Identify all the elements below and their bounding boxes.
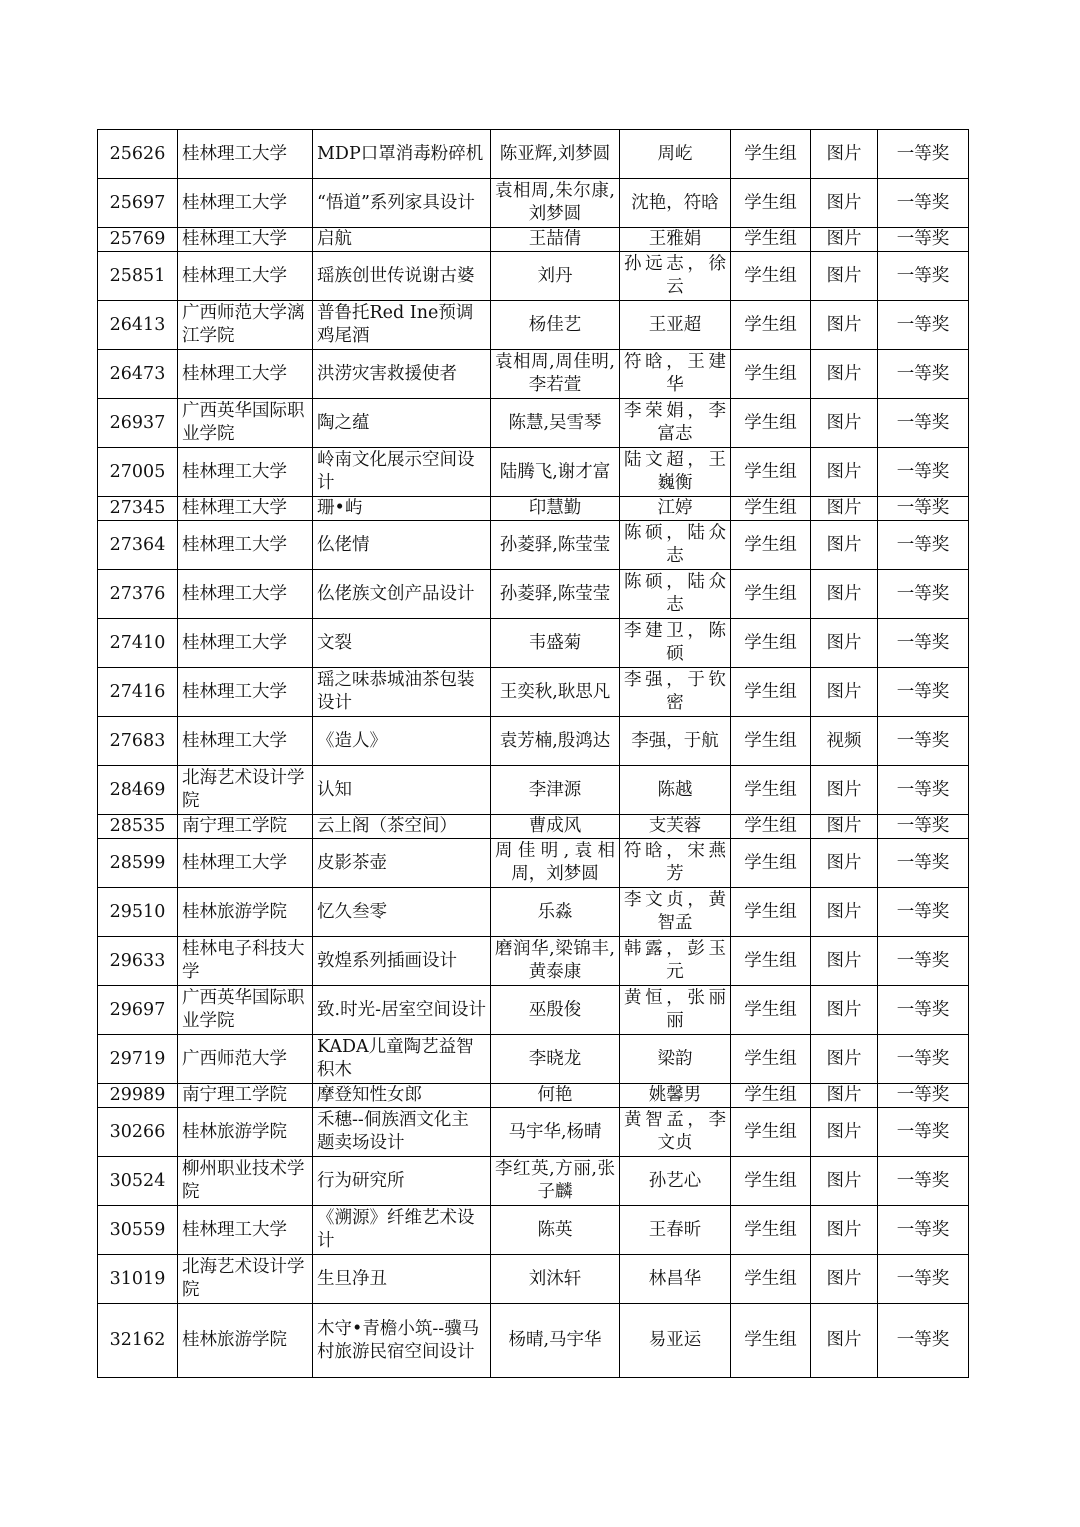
table-row xyxy=(98,839,969,888)
award-level-cell: 一等奖 xyxy=(878,497,969,521)
entry-id-cell: 26413 xyxy=(98,301,178,350)
entry-id-cell: 29989 xyxy=(98,1084,178,1108)
advisors-cell: 姚馨男 xyxy=(620,1084,731,1108)
table-body xyxy=(98,130,969,1378)
school-name-cell: 桂林理工大学 xyxy=(178,668,313,717)
entry-id-cell: 29697 xyxy=(98,986,178,1035)
school-name-cell: 南宁理工学院 xyxy=(178,1084,313,1108)
school-name-cell: 桂林理工大学 xyxy=(178,619,313,668)
authors-cell: 刘丹 xyxy=(491,252,620,301)
work-type-cell: 图片 xyxy=(811,497,878,521)
advisors-cell: 李文贞，黄智孟 xyxy=(620,888,731,937)
award-level-cell: 一等奖 xyxy=(878,888,969,937)
school-name-cell: 桂林旅游学院 xyxy=(178,888,313,937)
group-cell: 学生组 xyxy=(731,937,811,986)
authors-cell: 陈慧,吴雪琴 xyxy=(491,399,620,448)
work-type-cell: 图片 xyxy=(811,1206,878,1255)
work-title-cell: 岭南文化展示空间设计 xyxy=(313,448,491,497)
advisors-cell: 王雅娟 xyxy=(620,228,731,252)
entry-id-cell: 27376 xyxy=(98,570,178,619)
award-level-cell: 一等奖 xyxy=(878,228,969,252)
table-row xyxy=(98,130,969,179)
authors-cell: 印慧勤 xyxy=(491,497,620,521)
group-cell: 学生组 xyxy=(731,179,811,228)
table-row xyxy=(98,497,969,521)
work-type-cell: 图片 xyxy=(811,252,878,301)
advisors-cell: 陈越 xyxy=(620,766,731,815)
table-row xyxy=(98,1157,969,1206)
work-title-cell: 云上阁（茶空间） xyxy=(313,815,491,839)
group-cell: 学生组 xyxy=(731,1157,811,1206)
authors-cell: 王喆倩 xyxy=(491,228,620,252)
work-type-cell: 图片 xyxy=(811,668,878,717)
group-cell: 学生组 xyxy=(731,668,811,717)
table-row xyxy=(98,350,969,399)
advisors-cell: 孙远志，徐云 xyxy=(620,252,731,301)
school-name-cell: 柳州职业技术学院 xyxy=(178,1157,313,1206)
advisors-cell: 符晗，王建华 xyxy=(620,350,731,399)
advisors-cell: 王春昕 xyxy=(620,1206,731,1255)
school-name-cell: 广西英华国际职业学院 xyxy=(178,399,313,448)
authors-cell: 袁相周,朱尔康,刘梦圆 xyxy=(491,179,620,228)
school-name-cell: 桂林理工大学 xyxy=(178,570,313,619)
authors-cell: 陆腾飞,谢才富 xyxy=(491,448,620,497)
table-row xyxy=(98,668,969,717)
work-title-cell: 木守•青檐小筑--骥马村旅游民宿空间设计 xyxy=(313,1304,491,1378)
authors-cell: 何艳 xyxy=(491,1084,620,1108)
entry-id-cell: 32162 xyxy=(98,1304,178,1378)
authors-cell: 孙菱驿,陈莹莹 xyxy=(491,521,620,570)
advisors-cell: 周屹 xyxy=(620,130,731,179)
table-row xyxy=(98,179,969,228)
table-row xyxy=(98,937,969,986)
work-type-cell: 图片 xyxy=(811,521,878,570)
award-level-cell: 一等奖 xyxy=(878,937,969,986)
work-type-cell: 图片 xyxy=(811,766,878,815)
school-name-cell: 桂林电子科技大学 xyxy=(178,937,313,986)
award-level-cell: 一等奖 xyxy=(878,179,969,228)
advisors-cell: 韩露，彭玉元 xyxy=(620,937,731,986)
award-level-cell: 一等奖 xyxy=(878,619,969,668)
school-name-cell: 广西师范大学 xyxy=(178,1035,313,1084)
work-type-cell: 图片 xyxy=(811,1157,878,1206)
work-title-cell: 珊•屿 xyxy=(313,497,491,521)
work-type-cell: 图片 xyxy=(811,1304,878,1378)
work-title-cell: 启航 xyxy=(313,228,491,252)
work-title-cell: 敦煌系列插画设计 xyxy=(313,937,491,986)
authors-cell: 韦盛菊 xyxy=(491,619,620,668)
work-type-cell: 图片 xyxy=(811,350,878,399)
advisors-cell: 梁韵 xyxy=(620,1035,731,1084)
table-row xyxy=(98,1304,969,1378)
work-title-cell: 认知 xyxy=(313,766,491,815)
authors-cell: 杨晴,马宇华 xyxy=(491,1304,620,1378)
advisors-cell: 黄恒，张丽丽 xyxy=(620,986,731,1035)
group-cell: 学生组 xyxy=(731,766,811,815)
work-title-cell: 禾穗--侗族酒文化主题卖场设计 xyxy=(313,1108,491,1157)
group-cell: 学生组 xyxy=(731,1084,811,1108)
authors-cell: 曹成风 xyxy=(491,815,620,839)
advisors-cell: 李强，于钦密 xyxy=(620,668,731,717)
work-type-cell: 视频 xyxy=(811,717,878,766)
school-name-cell: 广西师范大学漓江学院 xyxy=(178,301,313,350)
work-type-cell: 图片 xyxy=(811,815,878,839)
work-type-cell: 图片 xyxy=(811,179,878,228)
group-cell: 学生组 xyxy=(731,521,811,570)
table-row xyxy=(98,448,969,497)
advisors-cell: 李强，于航 xyxy=(620,717,731,766)
authors-cell: 袁相周,周佳明,李若萱 xyxy=(491,350,620,399)
table-row xyxy=(98,570,969,619)
award-table xyxy=(97,129,969,1378)
school-name-cell: 南宁理工学院 xyxy=(178,815,313,839)
work-type-cell: 图片 xyxy=(811,1108,878,1157)
award-level-cell: 一等奖 xyxy=(878,839,969,888)
award-level-cell: 一等奖 xyxy=(878,521,969,570)
school-name-cell: 桂林理工大学 xyxy=(178,130,313,179)
entry-id-cell: 26937 xyxy=(98,399,178,448)
entry-id-cell: 29719 xyxy=(98,1035,178,1084)
award-level-cell: 一等奖 xyxy=(878,350,969,399)
group-cell: 学生组 xyxy=(731,986,811,1035)
entry-id-cell: 27416 xyxy=(98,668,178,717)
table-row xyxy=(98,766,969,815)
advisors-cell: 黄智孟，李文贞 xyxy=(620,1108,731,1157)
group-cell: 学生组 xyxy=(731,1304,811,1378)
award-level-cell: 一等奖 xyxy=(878,252,969,301)
advisors-cell: 沈艳，符晗 xyxy=(620,179,731,228)
entry-id-cell: 25769 xyxy=(98,228,178,252)
authors-cell: 刘沐轩 xyxy=(491,1255,620,1304)
award-level-cell: 一等奖 xyxy=(878,668,969,717)
entry-id-cell: 27345 xyxy=(98,497,178,521)
table-row xyxy=(98,301,969,350)
school-name-cell: 北海艺术设计学院 xyxy=(178,766,313,815)
table-row xyxy=(98,252,969,301)
work-type-cell: 图片 xyxy=(811,619,878,668)
table-row xyxy=(98,619,969,668)
entry-id-cell: 27364 xyxy=(98,521,178,570)
table-row xyxy=(98,815,969,839)
school-name-cell: 北海艺术设计学院 xyxy=(178,1255,313,1304)
school-name-cell: 桂林理工大学 xyxy=(178,448,313,497)
group-cell: 学生组 xyxy=(731,497,811,521)
award-level-cell: 一等奖 xyxy=(878,766,969,815)
table-row xyxy=(98,1206,969,1255)
school-name-cell: 广西英华国际职业学院 xyxy=(178,986,313,1035)
advisors-cell: 孙艺心 xyxy=(620,1157,731,1206)
award-level-cell: 一等奖 xyxy=(878,130,969,179)
school-name-cell: 桂林理工大学 xyxy=(178,521,313,570)
work-type-cell: 图片 xyxy=(811,399,878,448)
group-cell: 学生组 xyxy=(731,130,811,179)
work-title-cell: MDP口罩消毒粉碎机 xyxy=(313,130,491,179)
work-title-cell: 致.时光-居室空间设计 xyxy=(313,986,491,1035)
work-title-cell: 仫佬情 xyxy=(313,521,491,570)
authors-cell: 巫殷俊 xyxy=(491,986,620,1035)
group-cell: 学生组 xyxy=(731,252,811,301)
group-cell: 学生组 xyxy=(731,839,811,888)
authors-cell: 王奕秋,耿思凡 xyxy=(491,668,620,717)
group-cell: 学生组 xyxy=(731,619,811,668)
award-level-cell: 一等奖 xyxy=(878,1035,969,1084)
school-name-cell: 桂林理工大学 xyxy=(178,497,313,521)
work-type-cell: 图片 xyxy=(811,986,878,1035)
group-cell: 学生组 xyxy=(731,1035,811,1084)
work-type-cell: 图片 xyxy=(811,1255,878,1304)
work-title-cell: 忆久叁零 xyxy=(313,888,491,937)
award-level-cell: 一等奖 xyxy=(878,301,969,350)
school-name-cell: 桂林理工大学 xyxy=(178,717,313,766)
advisors-cell: 支芙蓉 xyxy=(620,815,731,839)
authors-cell: 杨佳艺 xyxy=(491,301,620,350)
authors-cell: 周佳明,袁相周，刘梦圆 xyxy=(491,839,620,888)
award-level-cell: 一等奖 xyxy=(878,1157,969,1206)
work-type-cell: 图片 xyxy=(811,130,878,179)
work-type-cell: 图片 xyxy=(811,1084,878,1108)
authors-cell: 磨润华,梁锦丰,黄泰康 xyxy=(491,937,620,986)
entry-id-cell: 29510 xyxy=(98,888,178,937)
work-title-cell: 《造人》 xyxy=(313,717,491,766)
entry-id-cell: 30524 xyxy=(98,1157,178,1206)
work-type-cell: 图片 xyxy=(811,570,878,619)
advisors-cell: 符晗，宋燕芳 xyxy=(620,839,731,888)
group-cell: 学生组 xyxy=(731,1255,811,1304)
entry-id-cell: 27005 xyxy=(98,448,178,497)
work-title-cell: 文裂 xyxy=(313,619,491,668)
group-cell: 学生组 xyxy=(731,717,811,766)
entry-id-cell: 27410 xyxy=(98,619,178,668)
table-row xyxy=(98,399,969,448)
authors-cell: 李晓龙 xyxy=(491,1035,620,1084)
work-title-cell: 瑶之味恭城油茶包装设计 xyxy=(313,668,491,717)
group-cell: 学生组 xyxy=(731,570,811,619)
advisors-cell: 陆文超，王巍衡 xyxy=(620,448,731,497)
award-level-cell: 一等奖 xyxy=(878,815,969,839)
work-title-cell: 皮影茶壶 xyxy=(313,839,491,888)
table-row xyxy=(98,717,969,766)
entry-id-cell: 30559 xyxy=(98,1206,178,1255)
table-row xyxy=(98,1255,969,1304)
school-name-cell: 桂林理工大学 xyxy=(178,839,313,888)
group-cell: 学生组 xyxy=(731,399,811,448)
work-type-cell: 图片 xyxy=(811,301,878,350)
award-level-cell: 一等奖 xyxy=(878,1084,969,1108)
advisors-cell: 陈硕，陆众志 xyxy=(620,521,731,570)
work-title-cell: 摩登知性女郎 xyxy=(313,1084,491,1108)
work-title-cell: 行为研究所 xyxy=(313,1157,491,1206)
award-level-cell: 一等奖 xyxy=(878,986,969,1035)
table-row xyxy=(98,1108,969,1157)
authors-cell: 李津源 xyxy=(491,766,620,815)
advisors-cell: 江婷 xyxy=(620,497,731,521)
award-level-cell: 一等奖 xyxy=(878,399,969,448)
authors-cell: 陈英 xyxy=(491,1206,620,1255)
work-type-cell: 图片 xyxy=(811,937,878,986)
award-level-cell: 一等奖 xyxy=(878,570,969,619)
work-title-cell: 生旦净丑 xyxy=(313,1255,491,1304)
work-title-cell: KADA儿童陶艺益智积木 xyxy=(313,1035,491,1084)
work-title-cell: “悟道”系列家具设计 xyxy=(313,179,491,228)
award-level-cell: 一等奖 xyxy=(878,448,969,497)
school-name-cell: 桂林理工大学 xyxy=(178,350,313,399)
advisors-cell: 李荣娟，李富志 xyxy=(620,399,731,448)
school-name-cell: 桂林旅游学院 xyxy=(178,1108,313,1157)
entry-id-cell: 26473 xyxy=(98,350,178,399)
award-level-cell: 一等奖 xyxy=(878,1255,969,1304)
award-level-cell: 一等奖 xyxy=(878,1206,969,1255)
group-cell: 学生组 xyxy=(731,301,811,350)
entry-id-cell: 25851 xyxy=(98,252,178,301)
authors-cell: 李红英,方丽,张子麟 xyxy=(491,1157,620,1206)
advisors-cell: 王亚超 xyxy=(620,301,731,350)
work-title-cell: 《溯源》纤维艺术设计 xyxy=(313,1206,491,1255)
entry-id-cell: 28599 xyxy=(98,839,178,888)
group-cell: 学生组 xyxy=(731,815,811,839)
advisors-cell: 林昌华 xyxy=(620,1255,731,1304)
entry-id-cell: 27683 xyxy=(98,717,178,766)
entry-id-cell: 31019 xyxy=(98,1255,178,1304)
work-type-cell: 图片 xyxy=(811,839,878,888)
group-cell: 学生组 xyxy=(731,228,811,252)
authors-cell: 马宇华,杨晴 xyxy=(491,1108,620,1157)
group-cell: 学生组 xyxy=(731,350,811,399)
table-row xyxy=(98,888,969,937)
table-row xyxy=(98,228,969,252)
work-type-cell: 图片 xyxy=(811,448,878,497)
work-type-cell: 图片 xyxy=(811,228,878,252)
school-name-cell: 桂林理工大学 xyxy=(178,179,313,228)
entry-id-cell: 29633 xyxy=(98,937,178,986)
table-row xyxy=(98,1084,969,1108)
group-cell: 学生组 xyxy=(731,1206,811,1255)
advisors-cell: 易亚运 xyxy=(620,1304,731,1378)
table-row xyxy=(98,521,969,570)
entry-id-cell: 28535 xyxy=(98,815,178,839)
authors-cell: 陈亚辉,刘梦圆 xyxy=(491,130,620,179)
work-title-cell: 普鲁托Red Ine预调鸡尾酒 xyxy=(313,301,491,350)
entry-id-cell: 25626 xyxy=(98,130,178,179)
entry-id-cell: 28469 xyxy=(98,766,178,815)
table-row xyxy=(98,986,969,1035)
authors-cell: 袁芳楠,殷鸿达 xyxy=(491,717,620,766)
work-type-cell: 图片 xyxy=(811,888,878,937)
work-title-cell: 洪涝灾害救援使者 xyxy=(313,350,491,399)
award-level-cell: 一等奖 xyxy=(878,1108,969,1157)
school-name-cell: 桂林理工大学 xyxy=(178,252,313,301)
school-name-cell: 桂林理工大学 xyxy=(178,1206,313,1255)
entry-id-cell: 25697 xyxy=(98,179,178,228)
school-name-cell: 桂林旅游学院 xyxy=(178,1304,313,1378)
group-cell: 学生组 xyxy=(731,448,811,497)
group-cell: 学生组 xyxy=(731,888,811,937)
entry-id-cell: 30266 xyxy=(98,1108,178,1157)
school-name-cell: 桂林理工大学 xyxy=(178,228,313,252)
work-title-cell: 仫佬族文创产品设计 xyxy=(313,570,491,619)
advisors-cell: 李建卫，陈硕 xyxy=(620,619,731,668)
advisors-cell: 陈硕，陆众志 xyxy=(620,570,731,619)
group-cell: 学生组 xyxy=(731,1108,811,1157)
authors-cell: 孙菱驿,陈莹莹 xyxy=(491,570,620,619)
work-title-cell: 陶之蕴 xyxy=(313,399,491,448)
award-level-cell: 一等奖 xyxy=(878,717,969,766)
authors-cell: 乐淼 xyxy=(491,888,620,937)
work-type-cell: 图片 xyxy=(811,1035,878,1084)
award-level-cell: 一等奖 xyxy=(878,1304,969,1378)
work-title-cell: 瑶族创世传说谢古婆 xyxy=(313,252,491,301)
table-row xyxy=(98,1035,969,1084)
